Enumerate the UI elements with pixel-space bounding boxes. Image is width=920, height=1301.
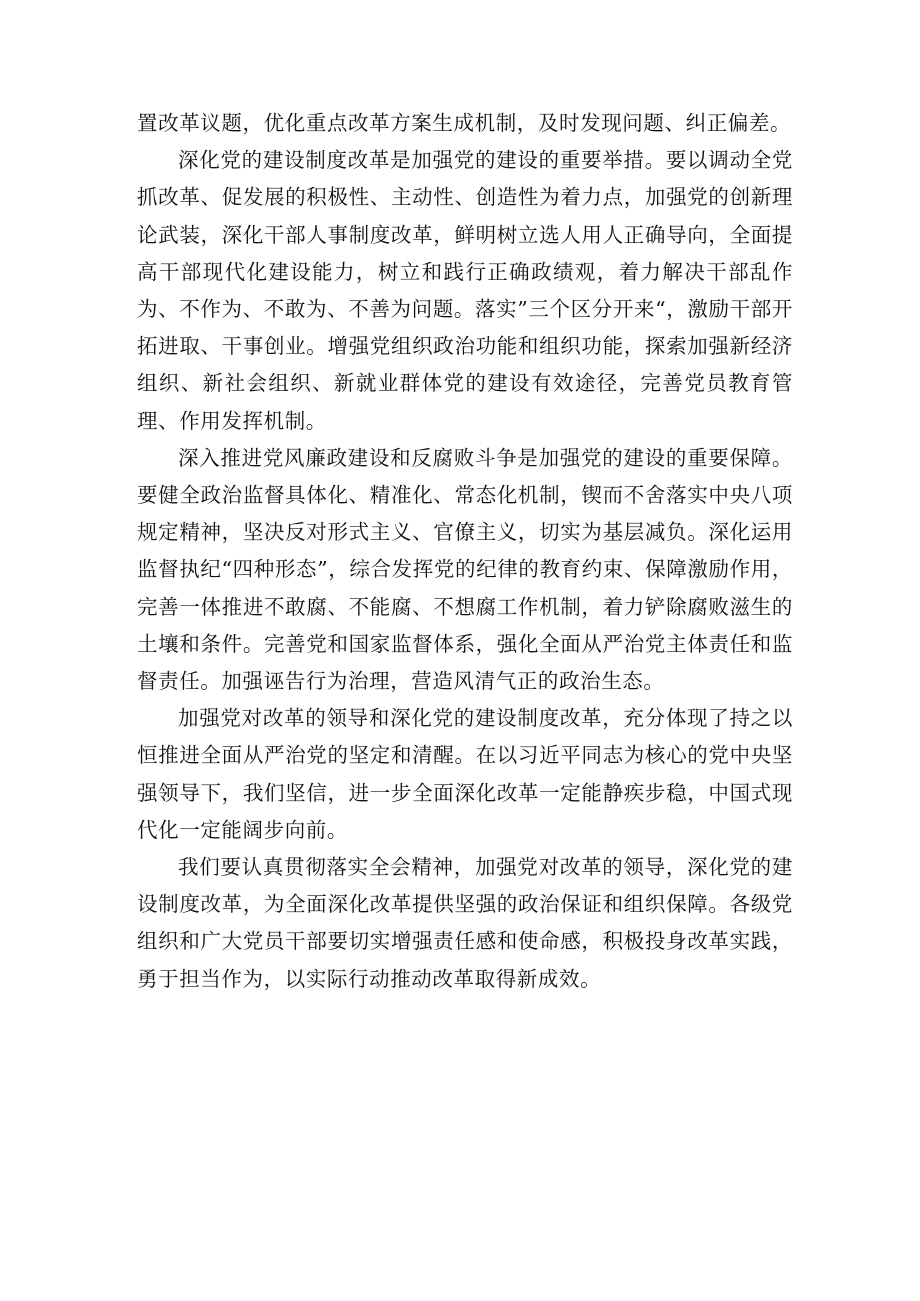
paragraph-party-building-reform: 深化党的建设制度改革是加强党的建设的重要举措。要以调动全党抓改革、促发展的积极性、主动性、创造性为着力点，加强党的创新理论武装，深化干部人事制度改革，鲜明树立选人用人正确导向，全面提高干部现代化建设能力，树立和践行正确政绩观，着力解决干部乱作为、不作为、不敢为、不善为问题。落实”三个区分开来“，激励干部开拓进取、干事创业。增强党组织政治功能和组织功能，探索加强新经济组织、新社会组织、新就业群体党的建设有效途径，完善党员教育管理、作用发挥机制。	[137, 148, 793, 433]
paragraph-party-leadership: 加强党对改革的领导和深化党的建设制度改革，充分体现了持之以恒推进全面从严治党的坚定和清醒。在以习近平同志为核心的党中央坚强领导下，我们坚信，进一步全面深化改革一定能静疾步稳，中国式现代化一定能阔步向前。	[137, 706, 793, 842]
paragraph-anti-corruption: 深入推进党风廉政建设和反腐败斗争是加强党的建设的重要保障。要健全政治监督具体化、精准化、常态化机制，锲而不舍落实中央八项规定精神，坚决反对形式主义、官僚主义，切实为基层减负。深化运用监督执纪“四种形态”，综合发挥党的纪律的教育约束、保障激励作用，完善一体推进不敢腐、不能腐、不想腐工作机制，着力铲除腐败滋生的土壤和条件。完善党和国家监督体系，强化全面从严治党主体责任和监督责任。加强诬告行为治理，营造风清气正的政治生态。	[137, 445, 793, 694]
document-body	[137, 105, 793, 998]
paragraph-implementation: 我们要认真贯彻落实全会精神，加强党对改革的领导，深化党的建设制度改革，为全面深化改革提供坚强的政治保证和组织保障。各级党组织和广大党员干部要切实增强责任感和使命感，积极投身改革实践，勇于担当作为，以实际行动推动改革取得新成效。	[137, 855, 793, 991]
paragraph-continued: 置改革议题，优化重点改革方案生成机制，及时发现问题、纠正偏差。	[137, 111, 792, 135]
